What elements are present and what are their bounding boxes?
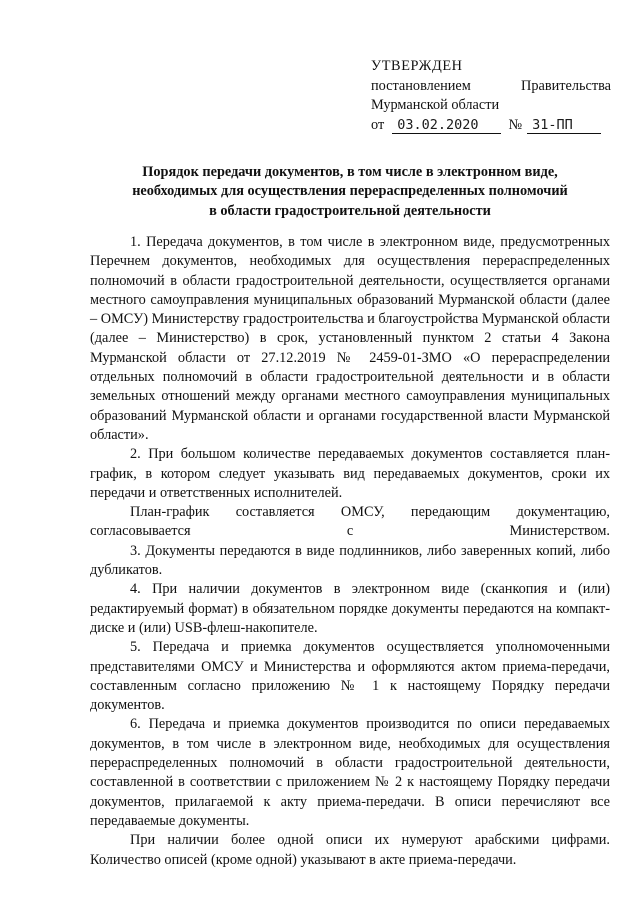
document-title-line: в области градостроительной деятельности: [209, 202, 491, 219]
approval-block: [371, 57, 611, 135]
document-title: [90, 163, 610, 221]
approval-issuer-left: постановлением: [371, 77, 471, 94]
paragraph-3: 3. Документы передаются в виде подлинников, либо заверенных копий, либо дубликатов.: [90, 542, 610, 579]
approval-region: Мурманской области: [371, 97, 500, 113]
paragraph-4: 4. При наличии документов в электронном виде (сканкопия и (или) редактируемый формат) в обязательном порядке документы передаются на компакт-диске и (или) USB-флеш-накопителе.: [90, 581, 610, 636]
decree-number: 31-ПП: [527, 117, 601, 134]
document-title-line: необходимых для осуществления перераспределенных полномочий: [132, 183, 568, 200]
paragraph-inventory-count: При наличии более одной описи их нумеруют арабскими цифрами. Количество описей (кроме одной) указывают в акте приема-передачи.: [90, 832, 610, 868]
approval-date-row: [371, 116, 611, 136]
document-title-line: Порядок передачи документов, в том числе в электронном виде,: [142, 164, 558, 180]
approval-issuer-right: Правительства: [521, 77, 611, 94]
paragraph-2: 2. При большом количестве передаваемых документов составляется план-график, в котором следует указывать вид передаваемых документов, сроки их передачи и ответственных исполнителей.: [90, 446, 610, 501]
date-prefix: от: [371, 116, 385, 133]
paragraph-1: 1. Передача документов, в том числе в электронном виде, предусмотренных Перечнем документов, необходимых для осуществления перераспределенных полномочий в области градостроительной деятельности, осуществляется органами местного самоуправления муниципальных образований Мурманской области (далее – ОМСУ) Министерству градостроительства и благоустройства Мурманской области (далее – Министерство) в срок, установленный пунктом 2 статьи 4 Закона Мурманской области от 27.12.2019 № 2459-01-ЗМО «О перераспределении отдельных полномочий в области градостроительной деятельности и в области земельных отношений между органами местного самоуправления муниципальных образований Мурманской области и органами государственной власти Мурманской области».: [90, 234, 610, 443]
decree-date: 03.02.2020: [392, 117, 500, 134]
number-prefix: №: [508, 116, 523, 133]
approval-title: УТВЕРЖДЕН: [371, 58, 463, 74]
document-body: [90, 233, 610, 870]
paragraph-6: 6. Передача и приемка документов производится по описи передаваемых документов, в том числе в электронном виде, необходимых для осуществления перераспределенных полномочий в области градостроительной деятельности, составленной в соответствии с приложением № 2 к настоящему Порядку передачи документов, прилагаемой к акту приема-передачи. В описи перечисляют все передаваемые документы.: [90, 716, 610, 829]
paragraph-5: 5. Передача и приемка документов осуществляется уполномоченными представителями ОМСУ и Министерства и оформляются актом приема-передачи, составленным согласно приложению № 1 к настоящему Порядку передачи документов.: [90, 639, 610, 714]
approval-issuer-line: [371, 77, 611, 97]
paragraph-schedule: План-график составляется ОМСУ, передающим документацию, согласовывается с Министерством.: [90, 504, 610, 540]
